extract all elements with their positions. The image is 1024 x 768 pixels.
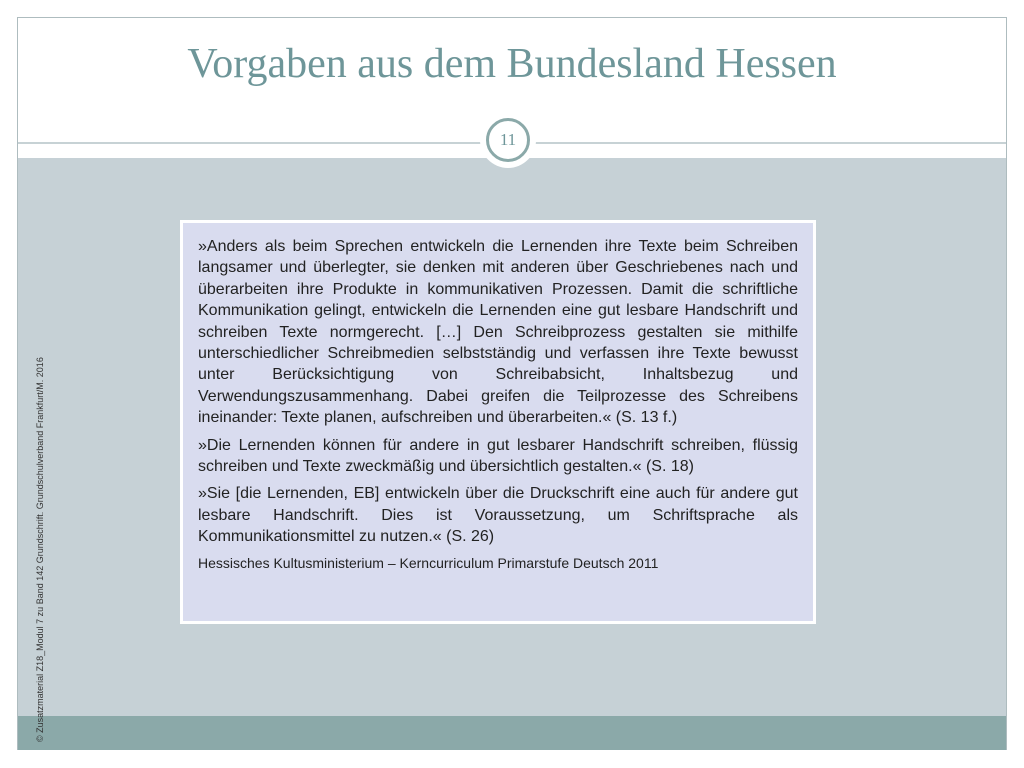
footer-bar <box>18 716 1006 750</box>
quote-paragraph-3: »Sie [die Lernenden, EB] entwickeln über die Druckschrift eine auch für andere gut lesbare Handschrift. Dies ist Voraussetzung, um Schriftsprache als Kommunikationsmittel zu nutzen.« (S. 26) <box>198 485 798 546</box>
page-number: 11 <box>486 118 530 162</box>
quote-source: Hessisches Kultusministerium – Kerncurriculum Primarstufe Deutsch 2011 <box>198 554 659 571</box>
quote-box <box>180 220 816 624</box>
quote-paragraph-2: »Die Lernenden können für andere in gut lesbarer Handschrift schreiben, flüssig schreiben und Texte zweckmäßig und übersichtlich gestalten.« (S. 18) <box>198 436 798 476</box>
copyright-note: © Zusatzmaterial Z18_Modul 7 zu Band 142 Grundschrift. Grundschulverband Frankfurt/M. 2016 <box>35 357 45 742</box>
quote-paragraph-1: »Anders als beim Sprechen entwickeln die Lernenden ihre Texte beim Schreiben langsamer und überlegter, sie denken mit anderen über Geschriebenes nach und überarbeiten ihre Produkte in kommunikativen Prozessen. Damit die schriftliche Kommunikation gelingt, entwickeln die Lernenden eine gut lesbare Handschrift und schreiben Texte normgerecht. […] Den Schreibprozess gestalten sie mithilfe unterschiedlicher Schreibmedien selbstständig und verfassen ihre Texte bewusst unter Berücksichtigung von Schreibabsicht, Inhaltsbezug und Verwendungszusammenhang. Dabei greifen die Teilprozesse des Schreibens ineinander: Texte planen, aufschreiben und überarbeiten.« (S. 13 f.) <box>198 238 798 427</box>
page-number-badge <box>480 112 536 168</box>
slide-title: Vorgaben aus dem Bundesland Hessen <box>187 41 837 87</box>
